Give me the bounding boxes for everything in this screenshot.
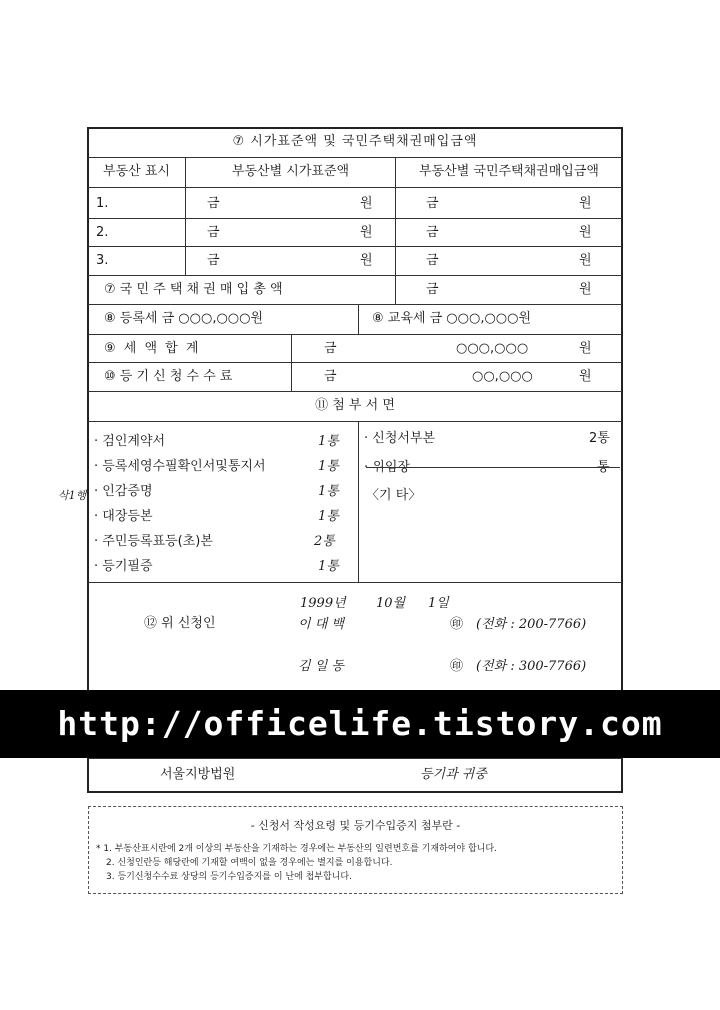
row-won: 원 bbox=[579, 196, 592, 211]
attachments-title: ⑪ 첨 부 서 면 bbox=[315, 398, 395, 413]
margin-note: 삭1행 bbox=[58, 489, 87, 502]
header-property: 부동산 표시 bbox=[103, 164, 170, 179]
watermark-url: http://officelife.tistory.com bbox=[57, 704, 663, 743]
header-bond-amount: 부동산별 국민주택채권매입금액 bbox=[419, 164, 599, 179]
rule bbox=[88, 391, 622, 392]
rule bbox=[88, 157, 622, 158]
row-won: 원 bbox=[579, 253, 592, 268]
tax-sum-amount: ○○○,○○○ bbox=[456, 341, 529, 356]
applicant-label: ⑫ 위 신청인 bbox=[144, 616, 216, 631]
rule bbox=[88, 246, 622, 247]
instruction-item: 2. 신청인란등 해당란에 기재할 여백이 없을 경우에는 별지를 이용합니다. bbox=[106, 858, 393, 868]
tax-sum-geum: 금 bbox=[324, 341, 337, 356]
attachment-item: · 대장등본 bbox=[94, 509, 153, 524]
attachment-item: · 인감증명 bbox=[94, 484, 153, 499]
row-geum: 금 bbox=[207, 225, 220, 240]
fee-amount: ○○,○○○ bbox=[472, 369, 533, 384]
rule bbox=[88, 275, 622, 276]
bond-total-geum: 금 bbox=[426, 282, 439, 297]
rule bbox=[88, 218, 622, 219]
attachment-count: 1통 bbox=[318, 459, 339, 474]
attachment-count: 통 bbox=[597, 460, 610, 475]
attachment-count: 2통 bbox=[589, 431, 610, 446]
row-number: 2. bbox=[96, 225, 109, 240]
row-geum: 금 bbox=[426, 196, 439, 211]
row-geum: 금 bbox=[426, 253, 439, 268]
attachment-item: · 위임장 bbox=[364, 460, 410, 475]
rule bbox=[88, 421, 622, 422]
attachment-item: · 주민등록표등(초)본 bbox=[94, 534, 213, 549]
tax-sum-label: ⑨ 세 액 합 계 bbox=[104, 341, 201, 356]
header-standard-price: 부동산별 시가표준액 bbox=[231, 164, 350, 179]
instruction-item: * 1. 부동산표시란에 2개 이상의 부동산을 기재하는 경우에는 부동산의 일련번호를 기재하여야 합니다. bbox=[96, 844, 497, 854]
attachment-item: · 신청서부본 bbox=[364, 431, 436, 446]
education-tax: ⑧ 교육세 금 ○○○,○○○원 bbox=[372, 311, 532, 326]
date-day: 1일 bbox=[428, 596, 449, 611]
row-geum: 금 bbox=[426, 225, 439, 240]
rule bbox=[291, 334, 292, 391]
court-name: 서울지방법원 bbox=[160, 767, 236, 782]
bond-total-label: ⑦ 국 민 주 택 채 권 매 입 총 액 bbox=[104, 282, 283, 297]
row-won: 원 bbox=[360, 253, 373, 268]
attachment-item: · 등록세영수필확인서및통지서 bbox=[94, 459, 266, 474]
attachment-count: 1통 bbox=[318, 509, 339, 524]
strikethrough-line bbox=[366, 467, 620, 468]
attachment-item: · 검인계약서 bbox=[94, 434, 166, 449]
applicant-name: 이 대 백 bbox=[298, 617, 344, 632]
attachment-count: 2통 bbox=[314, 534, 335, 549]
attachment-count: 1통 bbox=[318, 434, 339, 449]
rule bbox=[88, 758, 622, 759]
seal-icon: ㊞ bbox=[450, 617, 464, 632]
rule bbox=[88, 362, 622, 363]
row-won: 원 bbox=[360, 196, 373, 211]
instruction-item: 3. 등기신청수수료 상당의 등기수입증지를 이 난에 첩부합니다. bbox=[106, 872, 352, 882]
rule bbox=[358, 304, 359, 334]
rule bbox=[88, 187, 622, 188]
section7-title: ⑦ 시가표준액 및 국민주택채권매입금액 bbox=[232, 134, 478, 149]
row-number: 3. bbox=[96, 253, 109, 268]
bond-total-won: 원 bbox=[579, 282, 592, 297]
row-geum: 금 bbox=[207, 253, 220, 268]
date-year: 1999년 bbox=[300, 596, 346, 611]
applicant-phone: (전화 : 200-7766) bbox=[476, 617, 587, 632]
row-number: 1. bbox=[96, 196, 109, 211]
attachment-item: · 등기필증 bbox=[94, 559, 153, 574]
date-month: 10월 bbox=[376, 596, 406, 611]
applicant-name: 김 일 동 bbox=[298, 659, 344, 674]
watermark-banner bbox=[0, 690, 720, 758]
rule bbox=[358, 421, 359, 582]
seal-icon: ㊞ bbox=[450, 659, 464, 674]
tax-sum-won: 원 bbox=[579, 341, 592, 356]
rule bbox=[88, 582, 622, 583]
row-won: 원 bbox=[360, 225, 373, 240]
fee-won: 원 bbox=[579, 369, 592, 384]
registry-office: 등기과 귀중 bbox=[420, 767, 487, 782]
rule bbox=[88, 334, 622, 335]
rule bbox=[88, 304, 622, 305]
applicant-phone: (전화 : 300-7766) bbox=[476, 659, 587, 674]
other-attachments: 〈기 타〉 bbox=[366, 488, 422, 503]
row-won: 원 bbox=[579, 225, 592, 240]
fee-geum: 금 bbox=[324, 369, 337, 384]
registration-tax: ⑧ 등록세 금 ○○○,○○○원 bbox=[104, 311, 264, 326]
fee-label: ⑩ 등 기 신 청 수 수 료 bbox=[104, 369, 233, 384]
row-geum: 금 bbox=[207, 196, 220, 211]
instructions-title: - 신청서 작성요령 및 등기수입증지 첨부란 - bbox=[250, 819, 461, 832]
attachment-count: 1통 bbox=[318, 484, 339, 499]
attachment-count: 1통 bbox=[318, 559, 339, 574]
